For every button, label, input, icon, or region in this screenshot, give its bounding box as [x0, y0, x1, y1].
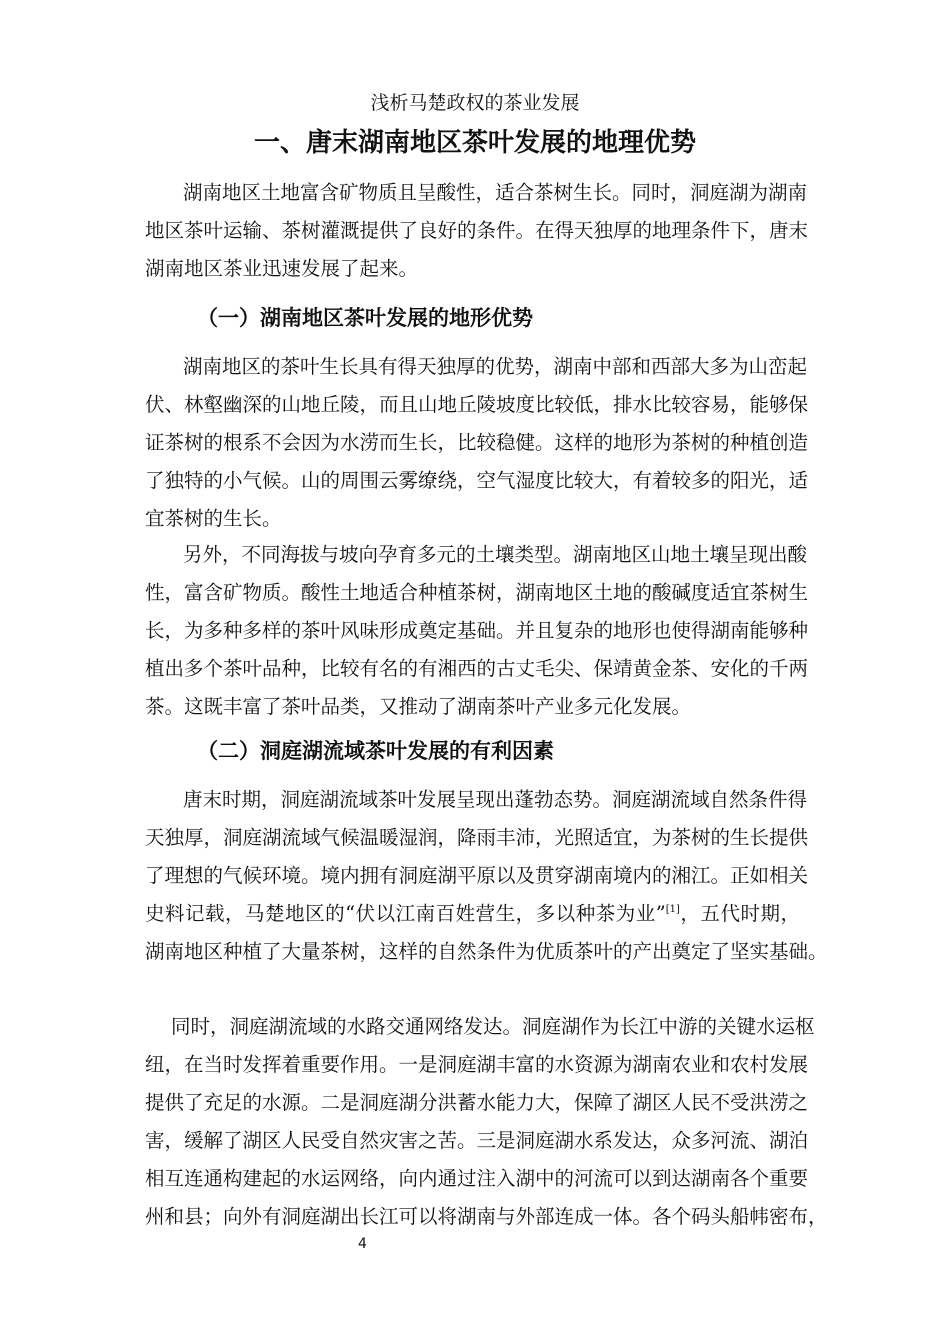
text-line: 湖南地区的茶叶生长具有得天独厚的优势，湖南中部和西部大多为山峦起 — [183, 355, 808, 378]
paragraph — [145, 174, 809, 288]
subheading-dongting: （二）洞庭湖流域茶叶发展的有利因素 — [197, 739, 554, 763]
text-line: 州和县；向外有洞庭湖出长江可以将湖南与外部连成一体。各个码头船帏密布， — [145, 1205, 828, 1228]
citation-ref[interactable]: [1] — [665, 904, 680, 915]
paragraph — [145, 1008, 828, 1236]
paragraph — [145, 348, 809, 538]
text-line: 湖南地区土地富含矿物质且呈酸性，适合茶树生长。同时，洞庭湖为湖南 — [183, 181, 808, 204]
text-line: 另外，不同海拔与坡向孕育多元的土壤类型。湖南地区山地土壤呈现出酸 — [183, 543, 808, 566]
text-segment: 史料记载，马楚地区的“伏以江南百姓营生，多以种茶为业” — [145, 902, 666, 925]
section-heading: 一、唐末湖南地区茶叶发展的地理优势 — [253, 128, 696, 158]
text-line: 天独厚，洞庭湖流域气候温暖湿润，降雨丰沛，光照适宜，为茶树的生长提供 — [145, 826, 809, 849]
text-line: 害，缓解了湖区人民受自然灾害之苦。三是洞庭湖水系发达，众多河流、湖泊 — [145, 1129, 809, 1152]
paragraph — [145, 536, 809, 726]
text-line: 湖南地区茶业迅速发展了起来。 — [145, 257, 419, 280]
text-line — [145, 895, 800, 933]
text-line: 同时，洞庭湖流域的水路交通网络发达。洞庭湖作为长江中游的关键水运枢 — [171, 1015, 815, 1038]
text-line: 茶。这既丰富了茶叶品类，又推动了湖南茶叶产业多元化发展。 — [145, 695, 692, 718]
text-line: 相互连通构建起的水运网络，向内通过注入湖中的河流可以到达湖南各个重要 — [145, 1167, 809, 1190]
page-number: 4 — [358, 1236, 367, 1252]
text-segment: ，五代时期， — [679, 902, 800, 925]
text-line: 长，为多种多样的茶叶风味形成奠定基础。并且复杂的地形也使得湖南能够种 — [145, 619, 809, 642]
text-line: 湖南地区种植了大量茶树，这样的自然条件为优质茶叶的产出奠定了坚实基础。 — [145, 940, 828, 963]
paragraph — [145, 781, 828, 971]
text-line: 宜茶树的生长。 — [145, 507, 282, 530]
text-line: 提供了充足的水源。二是洞庭湖分洪蓄水能力大，保障了湖区人民不受洪涝之 — [145, 1091, 809, 1114]
text-line: 证茶树的根系不会因为水涝而生长，比较稳健。这样的地形为茶树的种植创造 — [145, 431, 809, 454]
text-line: 了理想的气候环境。境内拥有洞庭湖平原以及贯穿湖南境内的湘江。正如相关 — [145, 864, 809, 887]
text-line: 伏、林壑幽深的山地丘陵，而且山地丘陵坡度比较低，排水比较容易，能够保 — [145, 393, 809, 416]
text-line: 纽，在当时发挥着重要作用。一是洞庭湖丰富的水资源为湖南农业和农村发展 — [145, 1053, 809, 1076]
running-title: 浅析马楚政权的茶业发展 — [370, 92, 580, 114]
text-line: 了独特的小气候。山的周围云雾缭绕，空气湿度比较大，有着较多的阳光，适 — [145, 469, 809, 492]
text-line: 地区茶叶运输、茶树灌溉提供了良好的条件。在得天独厚的地理条件下，唐末 — [145, 219, 809, 242]
text-line: 唐末时期，洞庭湖流域茶叶发展呈现出蓬勃态势。洞庭湖流域自然条件得 — [183, 788, 808, 811]
text-line: 性，富含矿物质。酸性土地适合种植茶树，湖南地区土地的酸碱度适宜茶树生 — [145, 581, 809, 604]
text-line: 植出多个茶叶品种，比较有名的有湘西的古丈毛尖、保靖黄金茶、安化的千两 — [145, 657, 809, 680]
subheading-terrain: （一）湖南地区茶叶发展的地形优势 — [197, 306, 533, 330]
